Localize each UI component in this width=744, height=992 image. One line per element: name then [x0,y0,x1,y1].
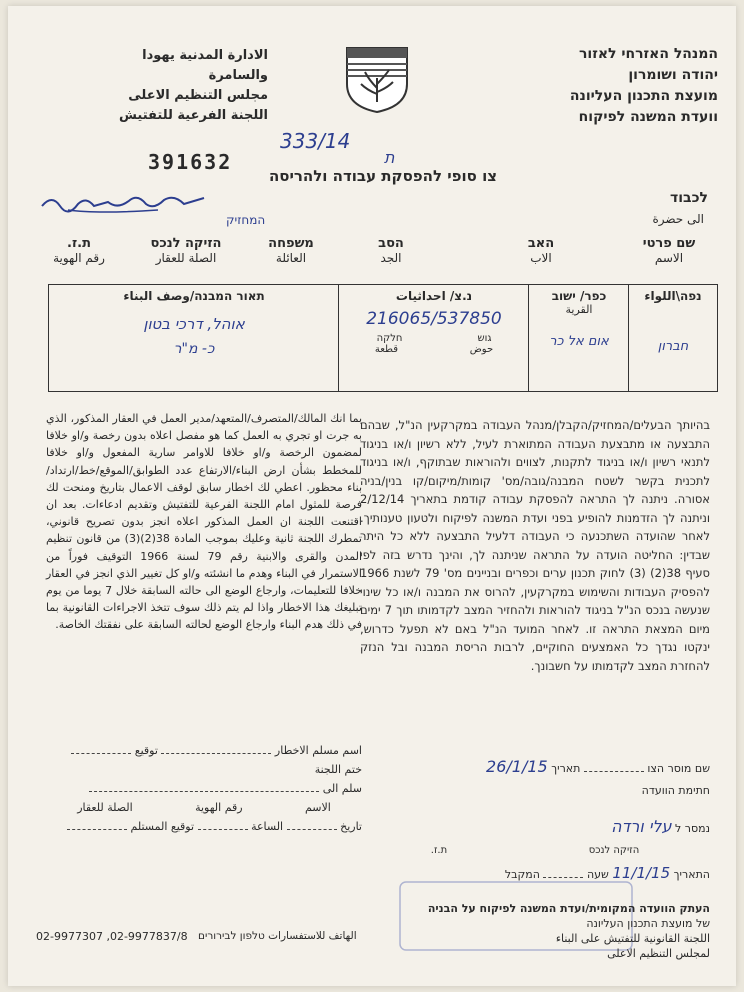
header-ar-line: والسامرة [208,68,268,83]
issue-date-value: 26/1/15 [486,757,548,776]
header-he-line: וועדת המשנה לפיקוח [578,109,718,125]
arabic-signature-section: اسم مسلم الاخطار توقيع ختم اللجنة سلم الى الاسم رقم الهوية الصلة للعقار تاريخ الساعة توقيع المستلم [46,741,362,836]
field-father: האב الاب [527,236,555,265]
phone-numbers: 02-9977307 ,02-9977837/8 [36,930,188,943]
document-page [8,6,736,986]
cell-coordinates: נ.צ/ احداثيات 216065/537850 גוש חלקה حوض قطعة [338,285,529,391]
delivery-date-value: 11/1/15 [612,864,671,882]
label-committee-signature: חתימת הוועדה [641,784,710,797]
label-date: תאריך [551,762,581,775]
emblem-icon [343,44,411,114]
footer-copy: העתק הוועדה המקומית/ועדת המשנה לפיקוח על הבניה של מועצת התכנון העליונה اللجنة القانونية للتفتيش على البناء لمجلس التنظيم الاعلى [427,902,710,960]
header-he-line: המנהל האזרחי לאזור [578,46,718,62]
label-delivered-to: سلم الى [322,782,362,795]
header-he-line: מועצת התכנון העליונה [569,88,718,104]
cell-village: כפר/ ישוב القرية אום אל כר [528,285,629,391]
header-arabic [38,46,268,126]
header-ar-line: الادارة المدنية يهودا [142,48,268,63]
handwritten-letter: ת [384,148,395,167]
body-arabic: بما انك المالك/المتصرف/المتعهد/مدير العمل في العقار المذكور، الذي به جرت او تجري به العمل كما هو مفصل اعلاه بدون رخصة و/او خلافا لمضمون الرخصة و/او خلافا للاوامر سارية المفعول و/او خلافا للمخطط بشأن ارض البناء/الارتفاع عدد الطوابق/الموقع/خط/ارتداد/بناء محظور. اعطي لك اخطار سابق لوقف الاعمال بتاريخ ومنحت لك فرصة للمثول امام اللجنة الفرعية للتفتيش وتقديم ادعاءات. بعد ان اقتنعت اللجنة ان العمل المذكور اعلاه انجز بدون تصريح قانوني، تمطرك اللجنة ثانية وعليك بموجب المادة 38(2)(3) من قانون تنظيم المدن والقرى والابنية رقم 79 لسنة 1966 التوقيف فوراً من الاستمرار في البناء وهدم ما انشئته و/او كل تغيير الذي انجز في العقار خلافا للتعليمات، وارجاع الوضع الى حالته السابقة خلال 7 يوما من يوم تبليغك هذا الاخطار واذا لم يتم ذلك سوف تتخذ الاجراءات القانونية بما في ذلك هدم البناء وارجاع الوضع لحالته السابقة على نفقتك الخاصة. [46,412,362,632]
field-family: משפחה العائلة [268,236,314,265]
header-ar-line: مجلس التنظيم الاعلى [128,88,268,103]
property-table [48,284,718,392]
to-label-ar: الى حضرة [652,212,704,226]
label-recipient: נמסר ל [675,822,710,835]
label-signature: توقيع [134,744,158,757]
hebrew-signature-section: שם מוסר הצו תאריך 26/1/15 חתימת הוועדה נמסר ל עלי ורדה הזיקה לנכס ת.ז. התאריך 11/1/15 שעה המקבל [360,756,710,886]
phone-label: الهاتف للاستفسارات טלפון לבירורים [198,930,357,942]
label-issuer: שם מוסר הצו [647,762,710,775]
label-committee-stamp: ختم اللجنة [314,763,362,776]
field-relation: הזיקה לנכס الصلة للعقار [150,236,222,265]
handwritten-case-number: 333/14 [280,129,351,153]
header-he-line: יהודה ושומרון [628,67,718,83]
cell-building: תאור המבנה/وصف البناء אוהל, דרכי בטון כ- מ"ר [123,289,265,357]
offender-role: המחזיק [226,213,266,227]
to-label-he: לכבוד [670,190,708,206]
field-id: ת.ז. رقم الهوية [53,236,105,265]
recipient-value: עלי ורדה [611,817,672,836]
handwritten-name-signature [38,190,208,216]
header-ar-line: اللجنة الفرعية للتفتيش [119,108,268,123]
body-hebrew: בהיותך הבעלים/המחזיק/הקבלן/מנהל העבודה במקרקעין הנ"ל, שבהם התבצעה או מתבצעת העבודה המתוארת לעיל, ללא רשיון ו/או בניגוד לתנאי רשיון ו/או בניגוד לתקנות, לצווים ולהוראות שבתוקף, ו/או בניגוד לתכנית בקשר לשטח המבנה/גובה/מס' קומות/מיקום/קו בנין/בניה אסורה. ניתנה לך התראה להפסקת עבודה קודמת בתאריך 2/12/14 וניתנה לך הזדמנות להופיע בפני ועדת המשנה לפיקוח ולטעון טענותיך. לאחר שהועדה השתכנעה כי העבודה דלעיל התבצעה ללא כל היתר שבדין: החליטה הועדה על התראה שניתנה לך, והינך נדרש בזה לפי סעיף 38(2) (3) לחוק תכנון ערים וכפרים ובניינים מס' 79 לשנת 1966 להפסיק העבודות והשימוש במקרקעין, להרוס את המבנה ו/או כל שינוי שנעשה בנכס הנ"ל בניגוד להוראות ולהחזיר המצב לקדמותו תוך 7 ימים מיום המצאת התראה זו. לאחר המועד הנ"ל באם לא תפעל כדרוש, ינקטו נגדך כל האמצעים החוקיים, לרבות הריסת המבנה ובל הנזק להחזרת המצב לקדמותו על חשבונך. [360,418,710,673]
cell-district: נפה\اللواء חברון [628,285,717,391]
serial-number: 391632 [148,150,233,174]
header-hebrew [498,44,718,128]
document-title: צו סופי להפסקת עבודה ולהריסה [268,167,498,185]
label-notifier-name: اسم مسلم الاخطار [274,744,362,757]
field-first-name: שם פרטי الاسم [642,236,696,265]
field-grandfather: הסב الجد [378,236,404,265]
